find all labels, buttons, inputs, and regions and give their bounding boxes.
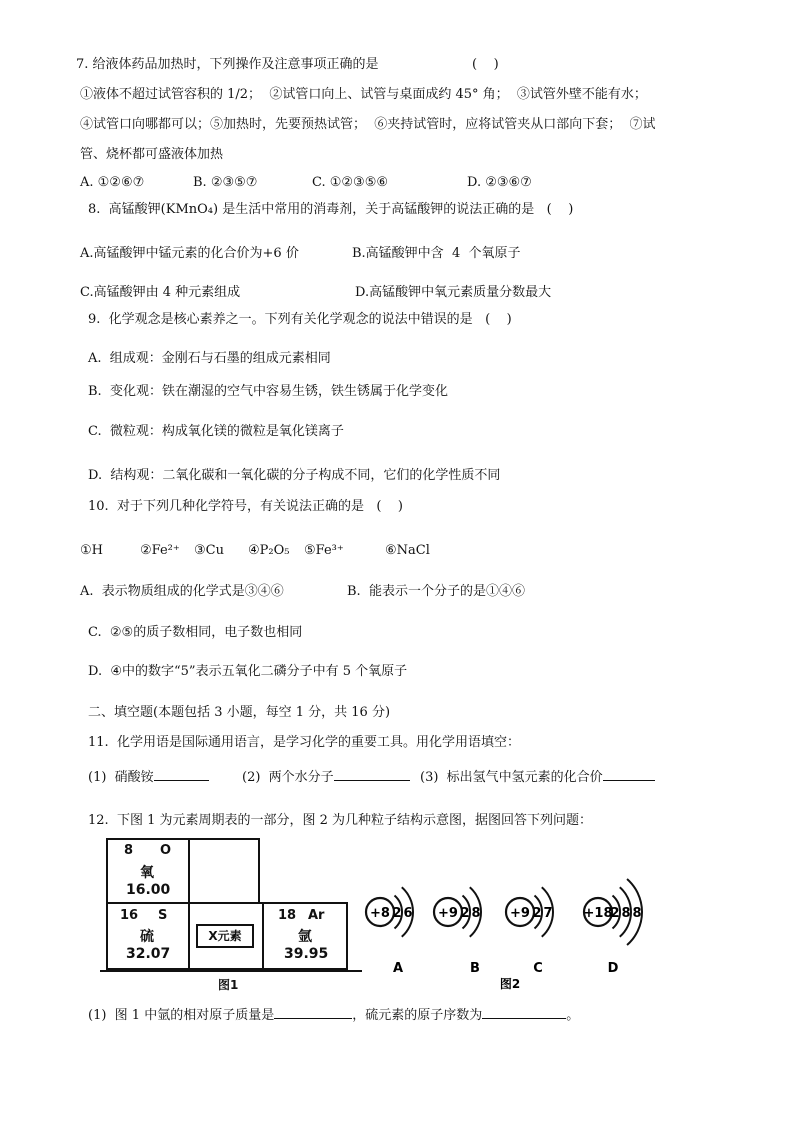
q11-blank3[interactable]	[603, 768, 655, 781]
sulfur-number: 16	[120, 908, 139, 923]
q10-symbol-5: ⑤Fe³⁺	[304, 543, 344, 558]
section-heading: 二、填空题(本题包括 3 小题，每空 1 分，共 16 分)	[88, 705, 391, 720]
q10-symbol-3: ③Cu	[194, 543, 224, 558]
electron-count: 7	[543, 906, 553, 921]
q12-part1: (1) 图 1 中氩的相对原子质量是 ，硫元素的原子序数为 。	[88, 1008, 580, 1023]
nucleus-charge: +18	[583, 906, 613, 921]
q10-stem: 10. 对于下列几种化学符号，有关说法正确的是 ( )	[88, 499, 404, 514]
nucleus-charge: +9	[438, 906, 458, 921]
nucleus-charge: +9	[510, 906, 530, 921]
q11-part3: (3) 标出氢气中氢元素的化合价	[420, 768, 655, 787]
q10-option-d: D. ④中的数字“5”表示五氧化二磷分子中有 5 个氧原子	[88, 664, 408, 679]
figure-2-caption: 图2	[499, 977, 521, 991]
electron-count: 8	[471, 906, 481, 921]
q7-option-d: D. ②③⑥⑦	[467, 175, 532, 190]
argon-mass: 39.95	[284, 946, 329, 962]
q11-part2: (2) 两个水分子	[242, 768, 410, 787]
q7-option-b: B. ②③⑤⑦	[193, 175, 258, 190]
oxygen-symbol: O	[160, 843, 172, 858]
oxygen-mass: 16.00	[126, 882, 171, 898]
q7-stem: 7. 给液体药品加热时，下列操作及注意事项正确的是	[76, 57, 379, 72]
argon-number: 18	[278, 908, 297, 923]
electron-count: 2	[532, 906, 542, 921]
electron-count: 8	[621, 906, 631, 921]
electron-count: 2	[610, 906, 620, 921]
q8-stem: 8. 高锰酸钾(KMnO₄) 是生活中常用的消毒剂，关于高锰酸钾的说法正确的是 ( )	[88, 202, 574, 217]
figure-1-periodic-table	[100, 838, 362, 998]
q7-line1: ①液体不超过试管容积的 1/2； ②试管口向上、试管与桌面成约 45° 角； ③试管外壁不能有水；	[80, 87, 647, 102]
electron-count: 6	[403, 906, 413, 921]
q11-part1: (1) 硝酸铵	[88, 768, 209, 787]
q11-blank2[interactable]	[334, 768, 410, 781]
q7-option-c: C. ①②③⑤⑥	[312, 175, 389, 190]
figure-1-baseline	[100, 970, 362, 972]
q9-option-a: A. 组成观：金刚石与石墨的组成元素相同	[88, 351, 331, 366]
sulfur-symbol: S	[158, 908, 168, 923]
cell-oxygen	[106, 838, 190, 904]
q9-option-b: B. 变化观：铁在潮湿的空气中容易生锈，铁生锈属于化学变化	[88, 384, 448, 399]
oxygen-name: 氧	[140, 865, 154, 881]
q10-symbol-2: ②Fe²⁺	[140, 543, 180, 558]
electron-count: 8	[632, 906, 642, 921]
cell-empty	[188, 838, 260, 904]
figure-2-particle-structures	[360, 862, 660, 992]
q10-symbol-4: ④P₂O₅	[248, 543, 290, 558]
q7-line3: 管、烧杯都可盛液体加热	[80, 147, 224, 162]
q8-option-d: D.高锰酸钾中氧元素质量分数最大	[355, 285, 552, 300]
atom-label: A	[392, 961, 404, 976]
sulfur-mass: 32.07	[126, 946, 171, 962]
atom-label: D	[607, 961, 619, 976]
cell-argon	[262, 902, 348, 970]
atom-diagram-A	[366, 887, 413, 976]
atom-diagram-C	[506, 887, 553, 976]
q8-option-b: B.高锰酸钾中含 4 个氧原子	[352, 246, 521, 261]
nucleus-charge: +8	[370, 906, 390, 921]
atom-label: C	[533, 961, 543, 976]
q7-line2: ④试管口向哪都可以；⑤加热时，先要预热试管； ⑥夹持试管时，应将试管夹从口部向下套； ⑦试	[80, 117, 656, 132]
atom-label: B	[470, 961, 480, 976]
q10-option-c: C. ②⑤的质子数相同，电子数也相同	[88, 625, 303, 640]
q7-answer-paren: ( )	[472, 57, 499, 72]
atom-diagram-D	[584, 879, 642, 976]
q9-option-c: C. 微粒观：构成氧化镁的微粒是氧化镁离子	[88, 424, 344, 439]
q7-option-a: A. ①②⑥⑦	[80, 175, 145, 190]
q11-stem: 11. 化学用语是国际通用语言，是学习化学的重要工具。用化学用语填空：	[88, 735, 520, 750]
q10-option-b: B. 能表示一个分子的是①④⑥	[347, 584, 525, 599]
cell-x-element	[188, 902, 264, 970]
q9-option-d: D. 结构观：二氧化碳和一氧化碳的分子构成不同，它们的化学性质不同	[88, 468, 501, 483]
q12-stem: 12. 下图 1 为元素周期表的一部分，图 2 为几种粒子结构示意图，据图回答下列问题：	[88, 813, 593, 828]
q10-symbol-6: ⑥NaCl	[385, 543, 430, 558]
q8-option-c: C.高锰酸钾由 4 种元素组成	[80, 285, 241, 300]
q10-option-a: A. 表示物质组成的化学式是③④⑥	[80, 584, 284, 599]
q9-stem: 9. 化学观念是核心素养之一。下列有关化学观念的说法中错误的是 ( )	[88, 312, 512, 327]
electron-count: 2	[392, 906, 402, 921]
particle-structure-svg	[360, 862, 660, 992]
atom-diagram-B	[434, 887, 481, 976]
q11-blank1[interactable]	[154, 768, 209, 781]
figure-1-caption: 图1	[218, 978, 239, 992]
electron-count: 2	[460, 906, 470, 921]
cell-sulfur	[106, 902, 190, 970]
x-element-label: X元素	[196, 924, 254, 948]
q8-option-a: A.高锰酸钾中锰元素的化合价为+6 价	[80, 246, 299, 261]
argon-name: 氩	[298, 929, 312, 945]
argon-symbol: Ar	[308, 908, 325, 923]
q10-symbol-1: ①H	[80, 543, 103, 558]
oxygen-number: 8	[124, 843, 134, 858]
q12-blank2[interactable]	[482, 1006, 566, 1019]
sulfur-name: 硫	[140, 929, 154, 945]
q12-blank1[interactable]	[274, 1006, 352, 1019]
